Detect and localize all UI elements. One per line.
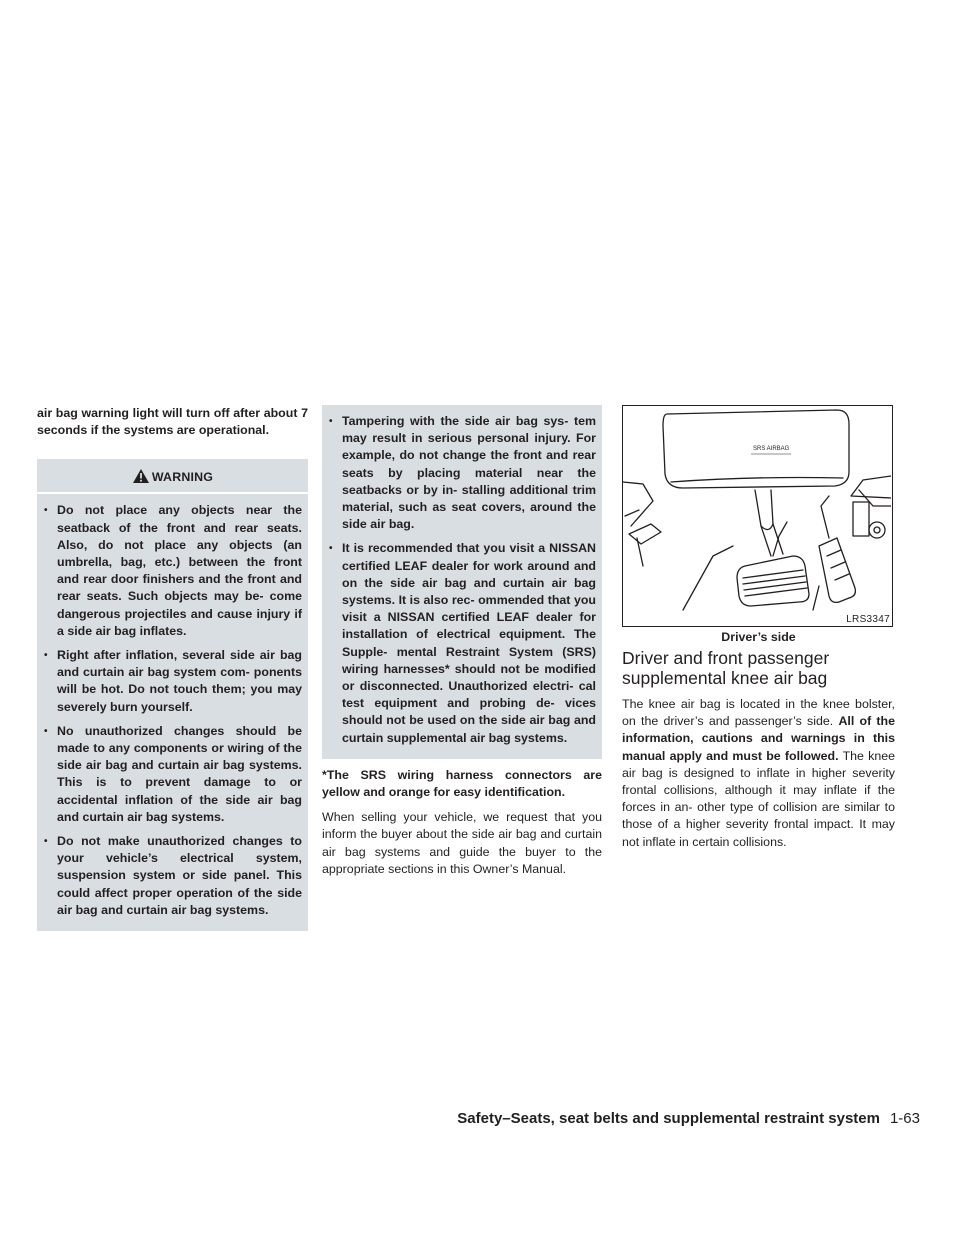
- warning-list: [322, 405, 602, 759]
- warning-item: • It is recommended that you visit a NISSAN certified LEAF dealer for work around and on the side air bag and curtain air bag systems. It is also rec- ommended that you visit a NISSAN certified LEAF dealer for installation of electrical equipment. The Supple- mental Restraint System (SRS) wiring harnesses* should not be modified or disconnected. Unauthorized electri- cal test equipment and probing de- vices should not be used on the side air bag and curtain supplemental air bag systems.: [328, 540, 596, 746]
- section-heading: Driver and front passenger supplemental knee air bag: [622, 648, 830, 688]
- warning-item: • Do not make unauthorized changes to your vehicle’s electrical system, suspension system or side panel. This could affect proper operation of the side air bag and curtain air bag systems.: [43, 833, 302, 919]
- column-left: [37, 405, 308, 931]
- warning-item: • Do not place any objects near the seatback of the front and rear seats. Also, do not place any objects (an umbrella, bag, etc.) between the front and rear door finishers and the front and rear seats. Such objects may be- come dangerous projectiles and cause injury if a side air bag inflates.: [43, 502, 302, 640]
- intro-text: air bag warning light will turn off after about 7 seconds if the systems are operational.: [37, 406, 308, 438]
- warning-item: • Right after inflation, several side air bag and curtain air bag system com- ponents will be hot. Do not touch them; you may severely burn yourself.: [43, 647, 302, 716]
- warning-box: [37, 459, 308, 931]
- pedal-area-drawing: [623, 406, 891, 611]
- warning-title: WARNING: [151, 470, 214, 485]
- warning-list: [37, 494, 308, 931]
- para-c: The knee air bag is designed to inflate in higher severity frontal collisions, although it may inflate if the forces in an- other type of collision are similar to those of a higher severity frontal impact. It may not inflate in certain collisions.: [622, 748, 896, 849]
- para-b: All of the information, cautions and warnings in this manual apply and must be followed.: [622, 714, 896, 763]
- warning-heading: [37, 459, 308, 494]
- selling-paragraph: When selling your vehicle, we request that you inform the buyer about the side air bag and curtain air bag systems and guide the buyer to the appropriate sections in this Owner’s Manual.: [322, 810, 602, 876]
- knee-airbag-paragraph: [622, 696, 895, 851]
- warning-item: • No unauthorized changes should be made to any components or wiring of the side air bag and curtain air bag systems. This is to prevent damage to or accidental inflation of the side air bag and curtain air bag systems.: [43, 723, 302, 826]
- page-footer: [457, 1110, 920, 1127]
- figure-label: SRS AIRBAG: [753, 446, 790, 452]
- page-number: 1-63: [889, 1110, 920, 1127]
- warning-triangle-icon: [132, 468, 150, 484]
- column-middle: [322, 405, 602, 878]
- srs-note: *The SRS wiring harness connectors are yellow and orange for easy identification.: [322, 767, 602, 800]
- figure-code: LRS3347: [846, 614, 890, 625]
- para-a: The knee air bag is located in the knee bolster, on the driver’s and passenger’s side.: [622, 697, 895, 729]
- figure-caption: Driver’s side: [721, 630, 796, 644]
- column-right: [622, 405, 895, 851]
- knee-airbag-illustration: [622, 405, 893, 627]
- warning-box-continued: [322, 405, 602, 759]
- warning-item: • Tampering with the side air bag sys- tem may result in serious personal injury. For example, do not change the front and rear seats by placing material near the seatbacks or by in- stalling additional trim material, such as seat covers, around the side air bag.: [328, 413, 596, 533]
- chapter-title: Safety–Seats, seat belts and supplemental restraint system: [457, 1110, 880, 1127]
